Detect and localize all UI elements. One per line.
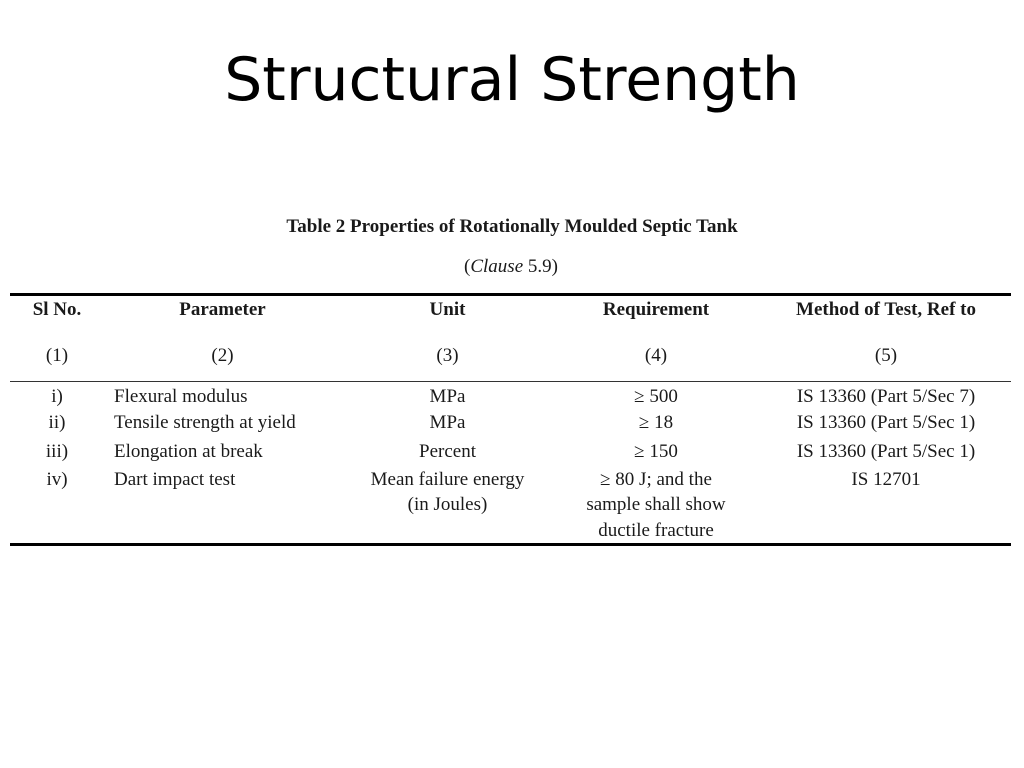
row-2-parameter: Tensile strength at yield (114, 412, 296, 433)
row-1-unit: MPa (429, 386, 466, 407)
row-1-method: IS 13360 (Part 5/Sec 7) (796, 386, 976, 407)
table-caption: Table 2 Properties of Rotationally Moulded Septic Tank (286, 216, 738, 237)
header-requirement: Requirement (602, 299, 710, 320)
row-2-method: IS 13360 (Part 5/Sec 1) (796, 412, 976, 433)
row-4-unit-line-2: (in Joules) (407, 494, 488, 515)
header-sl-no: Sl No. (32, 299, 82, 320)
header-parameter: Parameter (179, 299, 266, 320)
column-number-2: (2) (211, 345, 234, 366)
row-4-parameter: Dart impact test (114, 469, 236, 490)
row-1-parameter: Flexural modulus (114, 386, 248, 407)
row-4-requirement-line-2: sample shall show (586, 494, 726, 515)
row-4-sl-no: iv) (46, 469, 68, 490)
clause-word: Clause (470, 256, 524, 277)
clause-open-paren: ( (464, 256, 471, 277)
column-number-4: (4) (644, 345, 668, 366)
table-top-rule (10, 293, 1011, 296)
column-number-3: (3) (436, 345, 459, 366)
clause-number: 5.9) (523, 256, 558, 277)
slide-title: Structural Strength (224, 45, 800, 115)
row-3-parameter: Elongation at break (114, 441, 263, 462)
row-2-unit: MPa (429, 412, 466, 433)
row-1-requirement: ≥ 500 (634, 386, 678, 407)
column-number-5: (5) (874, 345, 898, 366)
row-1-sl-no: i) (51, 386, 63, 407)
row-3-method: IS 13360 (Part 5/Sec 1) (796, 441, 976, 462)
header-unit: Unit (429, 299, 466, 320)
table-bottom-rule (10, 543, 1011, 546)
table-clause-reference (0, 256, 1022, 278)
row-2-requirement: ≥ 18 (638, 412, 674, 433)
row-3-unit: Percent (419, 441, 476, 462)
table-header-rule (10, 381, 1011, 382)
row-3-requirement: ≥ 150 (634, 441, 678, 462)
row-3-sl-no: iii) (45, 441, 69, 462)
column-number-1: (1) (45, 345, 69, 366)
row-4-requirement-line-1: ≥ 80 J; and the (600, 469, 712, 490)
row-4-unit-line-1: Mean failure energy (370, 469, 525, 490)
header-method-of-test: Method of Test, Ref to (796, 299, 976, 320)
row-2-sl-no: ii) (48, 412, 66, 433)
row-4-method: IS 12701 (851, 469, 921, 490)
row-4-requirement-line-3: ductile fracture (598, 520, 714, 541)
